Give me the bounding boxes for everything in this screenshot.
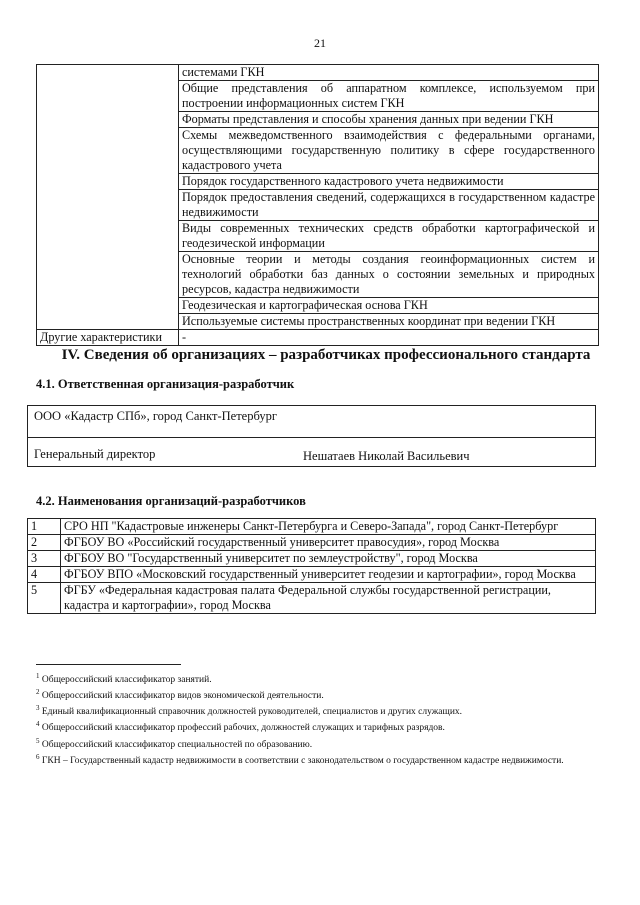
footnote-mark: 5 xyxy=(36,736,40,745)
footnote-mark: 6 xyxy=(36,752,40,761)
knowledge-item: Виды современных технических средств обработки картографической и геодезической информации xyxy=(179,221,599,252)
footnote xyxy=(36,751,602,767)
table-row xyxy=(28,583,596,614)
footnote xyxy=(36,686,602,702)
responsible-org-box xyxy=(27,405,596,467)
knowledge-item: Геодезическая и картографическая основа ГКН xyxy=(179,298,599,314)
knowledge-item: Порядок государственного кадастрового учета недвижимости xyxy=(179,174,599,190)
knowledge-item: Порядок предоставления сведений, содержащихся в государственном кадастре недвижимости xyxy=(179,190,599,221)
director-position: Генеральный директор xyxy=(34,447,156,461)
knowledge-item: системами ГКН xyxy=(179,65,599,81)
table-row xyxy=(28,519,596,535)
footnotes xyxy=(36,670,602,767)
label-cell xyxy=(37,65,179,330)
org-name: ФГБОУ ВО «Российский государственный университет правосудия», город Москва xyxy=(61,535,596,551)
subsection-4-2-title: 4.2. Наименования организаций-разработчиков xyxy=(36,494,306,508)
footnote-mark: 3 xyxy=(36,704,40,713)
knowledge-item: Общие представления об аппаратном комплексе, используемом при построении информационных систем ГКН xyxy=(179,81,599,112)
subsection-4-1-title: 4.1. Ответственная организация-разработчик xyxy=(36,377,295,391)
footnote-text: Общероссийский классификатор специальностей по образованию. xyxy=(41,739,313,750)
knowledge-item: Схемы межведомственного взаимодействия с федеральными органами, осуществляющими государственную политику в сфере государственного кадастрового учета xyxy=(179,128,599,174)
org-name: ФГБОУ ВО "Государственный университет по землеустройству", город Москва xyxy=(61,551,596,567)
footnote-mark: 4 xyxy=(36,720,40,729)
other-characteristics-label: Другие характеристики xyxy=(37,330,179,346)
responsible-org-name: ООО «Кадастр СПб», город Санкт-Петербург xyxy=(34,409,277,423)
footnote xyxy=(36,670,602,686)
org-number: 4 xyxy=(28,567,61,583)
org-number: 3 xyxy=(28,551,61,567)
table-row xyxy=(37,65,599,81)
knowledge-item: Форматы представления и способы хранения данных при ведении ГКН xyxy=(179,112,599,128)
director-name: Нешатаев Николай Васильевич xyxy=(303,449,470,463)
org-number: 5 xyxy=(28,583,61,614)
knowledge-item: Используемые системы пространственных координат при ведении ГКН xyxy=(179,314,599,330)
footnote xyxy=(36,702,602,718)
footnote xyxy=(36,718,602,734)
table-row xyxy=(28,567,596,583)
footnote-text: Общероссийский классификатор профессий рабочих, должностей служащих и тарифных разрядов. xyxy=(41,723,445,734)
footnote-text: Общероссийский классификатор видов экономической деятельности. xyxy=(41,691,324,702)
footnote-text: ГКН – Государственный кадастр недвижимости в соответствии с законодательством о государственном кадастре недвижимости. xyxy=(41,755,564,766)
footnote-mark: 2 xyxy=(36,688,40,697)
footnote-text: Общероссийский классификатор занятий. xyxy=(41,675,212,686)
table-row xyxy=(28,551,596,567)
org-number: 1 xyxy=(28,519,61,535)
org-name: ФГБУ «Федеральная кадастровая палата Федеральной службы государственной регистрации, кадастра и картографии», город Москва xyxy=(61,583,596,614)
knowledge-item: Основные теории и методы создания геоинформационных систем и технологий обработки баз данных о состоянии земельных и природных ресурсов, кадастра недвижимости xyxy=(179,252,599,298)
knowledge-table xyxy=(36,64,599,346)
organizations-table xyxy=(27,518,596,614)
page-number: 21 xyxy=(314,36,326,50)
footnote-divider xyxy=(36,664,181,665)
table-row xyxy=(37,330,599,346)
table-row xyxy=(28,535,596,551)
footnote-mark: 1 xyxy=(36,672,40,680)
org-name: СРО НП "Кадастровые инженеры Санкт-Петербурга и Северо-Запада", город Санкт-Петербург xyxy=(61,519,596,535)
org-number: 2 xyxy=(28,535,61,551)
other-characteristics-value: - xyxy=(179,330,599,346)
section-title: IV. Сведения об организациях – разработчиках профессионального стандарта xyxy=(61,347,591,363)
footnote-text: Единый квалификационный справочник должностей руководителей, специалистов и других служащих. xyxy=(41,707,463,718)
responsible-org-row xyxy=(28,406,595,438)
org-name: ФГБОУ ВПО «Московский государственный университет геодезии и картографии», город Москва xyxy=(61,567,596,583)
footnote xyxy=(36,735,602,751)
